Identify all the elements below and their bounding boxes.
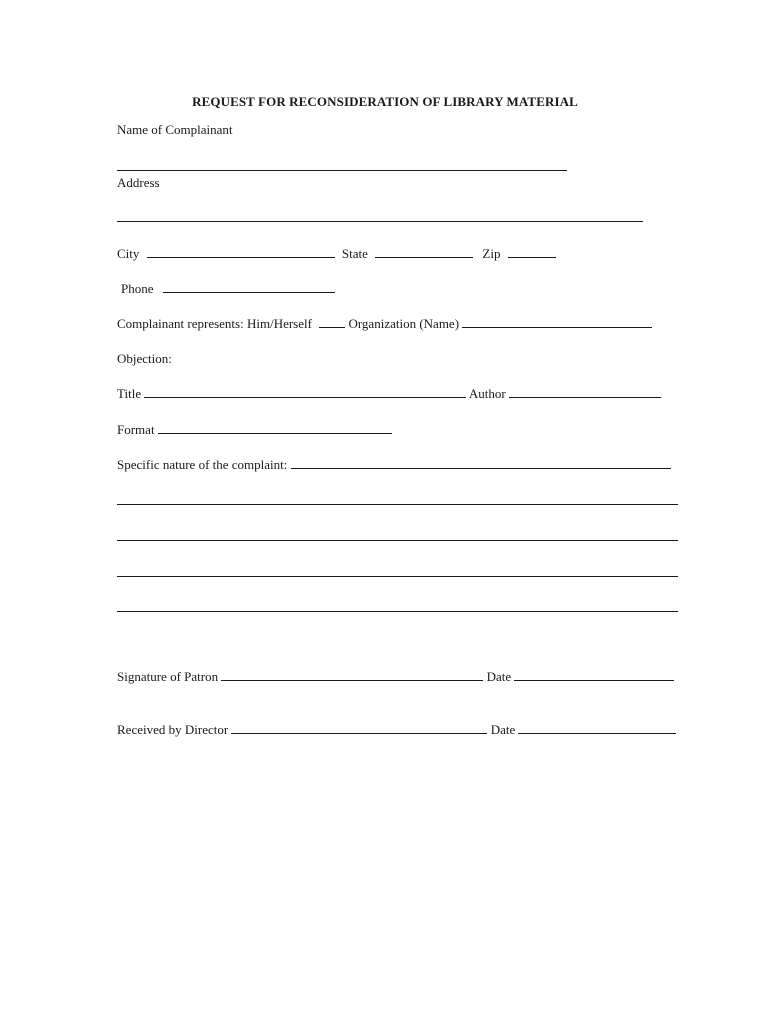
- signature-field[interactable]: [221, 669, 483, 681]
- phone-label: Phone: [121, 281, 154, 296]
- nature-label: Specific nature of the complaint:: [117, 457, 288, 472]
- address-field[interactable]: [117, 221, 643, 222]
- name-of-complainant-label: Name of Complainant: [117, 122, 233, 137]
- state-field[interactable]: [375, 246, 473, 258]
- city-field[interactable]: [147, 246, 335, 258]
- signature-date-label: Date: [486, 669, 512, 684]
- format-field[interactable]: [158, 422, 392, 434]
- signature-date-field[interactable]: [514, 669, 674, 681]
- received-row: [117, 722, 676, 738]
- organization-field[interactable]: [462, 316, 652, 328]
- received-field[interactable]: [231, 722, 487, 734]
- phone-row: [121, 281, 335, 297]
- form-title: REQUEST FOR RECONSIDERATION OF LIBRARY MATERIAL: [192, 94, 578, 109]
- address-label: Address: [117, 175, 160, 190]
- name-of-complainant-field[interactable]: [117, 170, 567, 171]
- format-label: Format: [117, 422, 155, 437]
- nature-line-3[interactable]: [117, 540, 678, 541]
- received-date-field[interactable]: [518, 722, 676, 734]
- author-label: Author: [468, 386, 506, 401]
- city-state-zip-row: [117, 246, 556, 262]
- title-label: Title: [117, 386, 142, 401]
- zip-label: Zip: [482, 246, 501, 261]
- zip-field[interactable]: [508, 246, 556, 258]
- phone-field[interactable]: [163, 281, 335, 293]
- represents-label: Complainant represents: Him/Herself: [117, 316, 312, 331]
- signature-row: [117, 669, 674, 685]
- nature-line-2[interactable]: [117, 504, 678, 505]
- nature-line-4[interactable]: [117, 576, 678, 577]
- author-field[interactable]: [509, 386, 661, 398]
- signature-label: Signature of Patron: [117, 669, 219, 684]
- nature-line-5[interactable]: [117, 611, 678, 612]
- nature-row: [117, 457, 671, 473]
- format-row: [117, 422, 392, 438]
- title-author-row: [117, 386, 661, 402]
- nature-field[interactable]: [291, 457, 671, 469]
- organization-label: Organization (Name): [348, 316, 460, 331]
- received-date-label: Date: [490, 722, 516, 737]
- represents-row: [117, 316, 652, 332]
- title-field[interactable]: [144, 386, 466, 398]
- objection-label: Objection:: [117, 351, 172, 366]
- received-label: Received by Director: [117, 722, 229, 737]
- state-label: State: [341, 246, 368, 261]
- represents-self-field[interactable]: [319, 316, 345, 328]
- city-label: City: [117, 246, 140, 261]
